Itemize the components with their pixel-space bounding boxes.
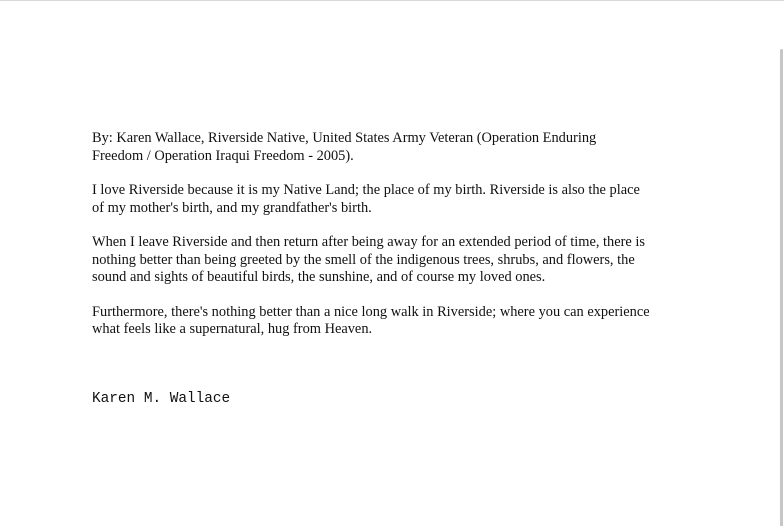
vertical-scrollbar[interactable] — [777, 1, 784, 526]
paragraph-return-home: When I leave Riverside and then return after being away for an extended period of time, there is nothing better than being greeted by the smell of the indigenous trees, shrubs, and flowers, the sound and sights of beautiful birds, the sunshine, and of course my loved ones. — [92, 234, 646, 285]
paragraph-native-land: I love Riverside because it is my Native Land; the place of my birth. Riverside is also the place of my mother's birth, and my grandfather's birth. — [92, 182, 640, 216]
signature: Karen M. Wallace — [92, 391, 231, 407]
document-page — [0, 1, 777, 526]
byline: By: Karen Wallace, Riverside Native, United States Army Veteran (Operation Enduring Freedom / Operation Iraqui Freedom - 2005). — [92, 130, 597, 164]
scrollbar-thumb[interactable] — [780, 49, 783, 526]
document-body — [92, 130, 692, 356]
paragraph-walk: Furthermore, there's nothing better than a nice long walk in Riverside; where you can experience what feels like a supernatural, hug from Heaven. — [92, 303, 650, 337]
